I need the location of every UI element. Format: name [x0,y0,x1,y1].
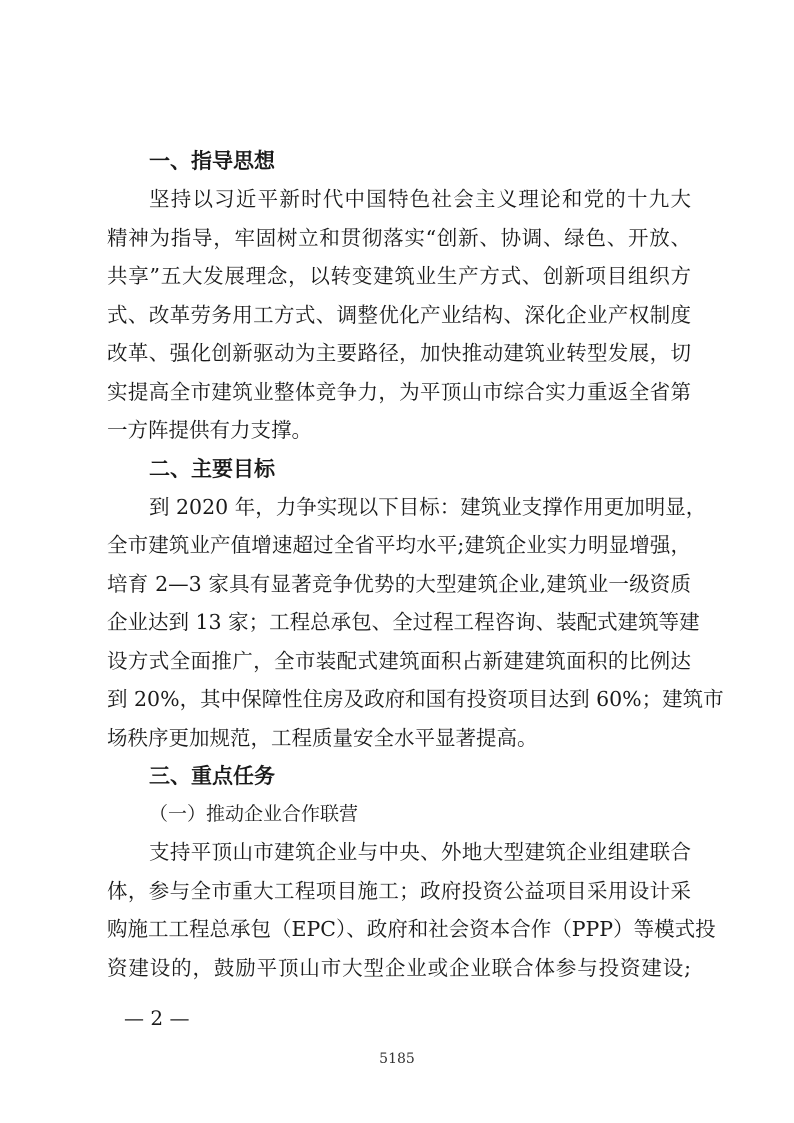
text-line: 一方阵提供有力支撑。 [107,418,312,442]
section-heading-guiding-ideology: 一、指导思想 [149,149,275,173]
subsection-heading-enterprise-cooperation: （一）推动企业合作联营 [149,803,359,825]
text-line: 到 20%，其中保障性住房及政府和国有投资项目达到 60%；建筑市 [107,687,724,711]
section-paragraph-enterprise-cooperation [107,833,716,987]
text-line: 培育 2—3 家具有显著竞争优势的大型建筑企业,建筑业一级资质 [107,571,691,596]
section-paragraph-main-goals [107,488,724,758]
text-line: 共享”五大发展理念，以转变建筑业生产方式、创新项目组织方 [107,264,691,288]
text-line: 资建设的，鼓励平顶山市大型企业或企业联合体参与投资建设; [107,955,691,980]
section-heading-main-goals: 二、主要目标 [149,456,275,481]
text-line: 式、改革劳务用工方式、调整优化产业结构、深化企业产权制度 [107,302,691,327]
text-line: 购施工工程总承包（EPC）、政府和社会资本合作（PPP）等模式投 [107,917,716,941]
footer-number: 5185 [379,1051,415,1067]
text-line: 实提高全市建筑业整体竞争力，为平顶山市综合实力重返全省第 [107,379,691,404]
text-line: 全市建筑业产值增速超过全省平均水平;建筑企业实力明显增强， [107,533,691,557]
text-line: 场秩序更加规范，工程质量安全水平显著提高。 [107,725,538,750]
text-line: 到 2020 年，力争实现以下目标：建筑业支撑作用更加明显， [149,494,707,519]
text-line: 体，参与全市重大工程项目施工；政府投资公益项目采用设计采 [107,878,691,903]
text-line: 改革、强化创新驱动为主要路径，加快推动建筑业转型发展，切 [107,341,691,365]
page-number: — 2 — [124,1006,190,1030]
text-line: 精神为指导，牢固树立和贯彻落实“创新、协调、绿色、开放、 [107,225,691,250]
section-heading-key-tasks: 三、重点任务 [149,764,275,788]
document-body [107,142,724,987]
text-line: 企业达到 13 家；工程总承包、全过程工程咨询、装配式建筑等建 [107,610,700,634]
text-line: 设方式全面推广，全市装配式建筑面积占新建建筑面积的比例达 [107,648,691,673]
text-line: 支持平顶山市建筑企业与中央、外地大型建筑企业组建联合 [149,840,691,864]
text-line: 坚持以习近平新时代中国特色社会主义理论和党的十九大 [149,187,691,211]
section-paragraph-guiding-ideology [107,180,691,450]
